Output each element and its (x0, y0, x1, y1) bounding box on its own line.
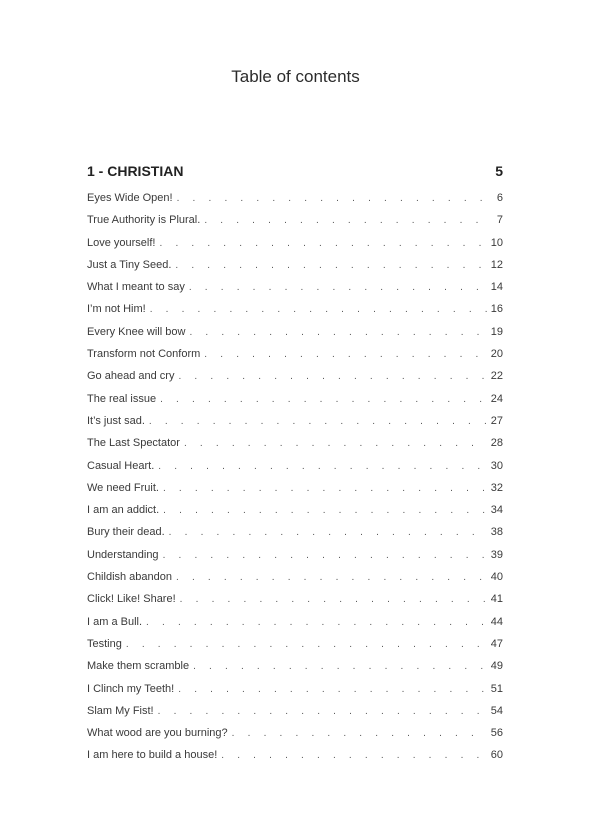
toc-entry[interactable] (87, 638, 503, 660)
toc-entry-title: Understanding (87, 548, 159, 561)
toc-entry-title: Slam My Fist! (87, 704, 154, 717)
dot-leader (158, 461, 487, 472)
toc-entry-title: I am a Bull. (87, 615, 143, 628)
toc-entry[interactable] (87, 482, 503, 504)
dot-leader (150, 304, 487, 315)
toc-entry[interactable] (87, 370, 503, 392)
toc-entry[interactable] (87, 683, 503, 705)
toc-entry[interactable] (87, 237, 503, 259)
toc-entry-page-number: 28 (490, 437, 503, 450)
toc-entry[interactable] (87, 393, 503, 415)
dot-leader (160, 394, 487, 405)
toc-entry-title: I am an addict. (87, 504, 160, 517)
toc-entry-title: Make them scramble (87, 660, 190, 673)
toc-entry-page-number: 16 (490, 303, 503, 316)
toc-entry[interactable] (87, 214, 503, 236)
dot-leader (221, 750, 487, 761)
dot-leader (232, 728, 487, 739)
dot-leader (193, 661, 487, 672)
toc-entry[interactable] (87, 526, 503, 548)
toc-entry[interactable] (87, 593, 503, 615)
toc-entry-page-number: 39 (490, 548, 503, 561)
toc-entry-page-number: 22 (490, 370, 503, 383)
toc-entry-page-number: 56 (490, 727, 503, 740)
toc-entry[interactable] (87, 326, 503, 348)
chapter-page-number: 5 (495, 163, 503, 179)
toc-entry-page-number: 44 (490, 615, 503, 628)
toc-entry-title: Testing (87, 637, 122, 650)
toc-list (87, 192, 503, 772)
toc-entry-page-number: 60 (490, 749, 503, 762)
toc-entry[interactable] (87, 303, 503, 325)
toc-entry-page-number: 30 (490, 459, 503, 472)
toc-entry-page-number: 24 (490, 392, 503, 405)
dot-leader (163, 550, 487, 561)
toc-entry[interactable] (87, 616, 503, 638)
toc-entry[interactable] (87, 727, 503, 749)
chapter-label: 1 - CHRISTIAN (87, 163, 184, 179)
toc-entry-title: Love yourself! (87, 236, 156, 249)
toc-entry-title: Casual Heart. (87, 459, 155, 472)
dot-leader (146, 617, 487, 628)
toc-entry-title: Eyes Wide Open! (87, 192, 173, 204)
dot-leader (126, 639, 487, 650)
toc-entry-page-number: 51 (490, 682, 503, 695)
dot-leader (158, 706, 487, 717)
toc-entry-title: I Clinch my Teeth! (87, 682, 175, 695)
toc-entry[interactable] (87, 415, 503, 437)
toc-entry-page-number: 6 (496, 192, 503, 204)
dot-leader (184, 438, 487, 449)
toc-entry[interactable] (87, 549, 503, 571)
toc-entry-page-number: 38 (490, 526, 503, 539)
toc-entry-title: What wood are you burning? (87, 727, 228, 740)
toc-entry-page-number: 40 (490, 571, 503, 584)
toc-entry[interactable] (87, 705, 503, 727)
toc-entry-title: Childish abandon (87, 571, 173, 584)
dot-leader (178, 684, 487, 695)
toc-entry[interactable] (87, 749, 503, 771)
toc-entry-page-number: 27 (490, 414, 503, 427)
dot-leader (169, 527, 487, 538)
dot-leader (204, 349, 487, 360)
toc-entry-title: Click! Like! Share! (87, 593, 176, 606)
dot-leader (189, 282, 487, 293)
toc-entry-title: Every Knee will bow (87, 325, 186, 338)
toc-entry-title: Transform not Conform (87, 348, 201, 361)
toc-entry[interactable] (87, 660, 503, 682)
toc-entry[interactable] (87, 192, 503, 214)
toc-entry-title: Bury their dead. (87, 526, 165, 539)
toc-entry-page-number: 49 (490, 660, 503, 673)
toc-entry-title: The real issue (87, 392, 157, 405)
toc-entry[interactable] (87, 571, 503, 593)
toc-entry[interactable] (87, 259, 503, 281)
page-title: Table of contents (231, 67, 360, 86)
dot-leader (163, 505, 487, 516)
toc-entry-title: It’s just sad. (87, 414, 145, 427)
dot-leader (163, 483, 487, 494)
toc-entry-title: I’m not Him! (87, 303, 146, 316)
dot-leader (189, 327, 487, 338)
toc-entry-page-number: 54 (490, 704, 503, 717)
toc-entry-page-number: 14 (490, 281, 503, 294)
toc-entry-page-number: 47 (490, 637, 503, 650)
toc-entry-page-number: 19 (490, 325, 503, 338)
dot-leader (176, 572, 487, 583)
toc-entry-page-number: 12 (490, 258, 503, 271)
toc-entry-title: Just a Tiny Seed. (87, 258, 172, 271)
toc-entry[interactable] (87, 437, 503, 459)
toc-entry[interactable] (87, 348, 503, 370)
dot-leader (159, 238, 487, 249)
toc-entry-page-number: 10 (490, 236, 503, 249)
toc-entry-title: What I meant to say (87, 281, 185, 294)
toc-entry-title: I am here to build a house! (87, 749, 218, 762)
toc-entry-title: The Last Spectator (87, 437, 180, 450)
toc-entry[interactable] (87, 281, 503, 303)
dot-leader (175, 260, 487, 271)
toc-entry[interactable] (87, 460, 503, 482)
dot-leader (204, 215, 487, 226)
dot-leader (177, 193, 487, 204)
toc-entry-page-number: 41 (490, 593, 503, 606)
toc-entry-page-number: 32 (490, 481, 503, 494)
toc-entry-page-number: 7 (496, 214, 503, 227)
toc-entry-title: True Authority is Plural. (87, 214, 201, 227)
toc-entry-title: Go ahead and cry (87, 370, 175, 383)
dot-leader (178, 371, 487, 382)
dot-leader (149, 416, 487, 427)
toc-entry-page-number: 34 (490, 504, 503, 517)
toc-entry-page-number: 20 (490, 348, 503, 361)
toc-entry[interactable] (87, 504, 503, 526)
dot-leader (180, 594, 487, 605)
toc-entry-title: We need Fruit. (87, 481, 159, 494)
chapter-heading[interactable] (87, 163, 503, 179)
